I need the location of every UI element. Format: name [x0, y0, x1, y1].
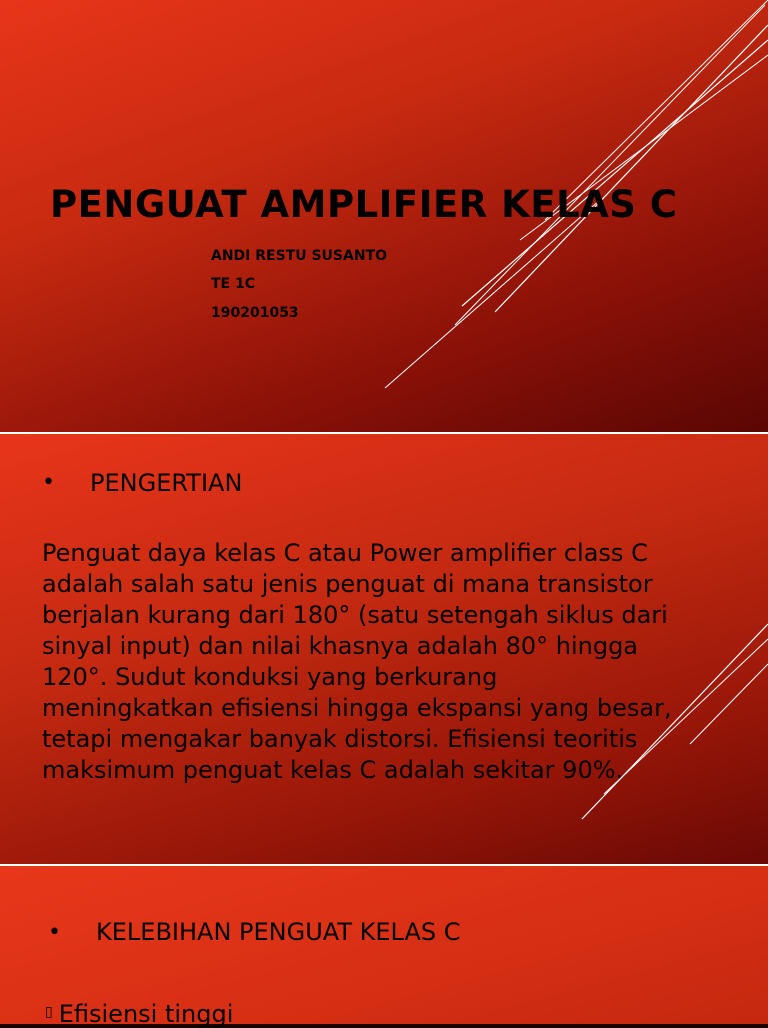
square-bullet-icon: ▯: [45, 1004, 53, 1020]
author-name: ANDI RESTU SUSANTO: [211, 248, 388, 264]
bullet-icon: •: [48, 920, 61, 945]
presentation-title: PENGUAT AMPLIFIER KELAS C: [50, 183, 678, 226]
paragraph-line: 120°. Sudut konduksi yang berkurang: [42, 663, 498, 691]
title-slide: [0, 0, 768, 432]
paragraph-line: meningkatkan efisiensi hingga ekspansi yang besar,: [42, 694, 672, 722]
paragraph-line: adalah salah satu jenis penguat di mana transistor: [42, 570, 653, 598]
advantage-text: Efisiensi tinggi: [58, 1000, 234, 1028]
class-label: TE 1C: [211, 276, 256, 292]
section-heading-pengertian: PENGERTIAN: [90, 469, 243, 497]
section-heading-kelebihan: KELEBIHAN PENGUAT KELAS C: [96, 918, 461, 946]
paragraph-line: berjalan kurang dari 180° (satu setengah siklus dari: [42, 601, 668, 629]
bullet-icon: •: [42, 470, 55, 495]
paragraph-line: tetapi mengakar banyak distorsi. Efisiensi teoritis: [42, 725, 638, 753]
student-id: 190201053: [211, 305, 299, 321]
paragraph-line: Penguat daya kelas C atau Power amplifier class C: [42, 539, 648, 567]
paragraph-line: sinyal input) dan nilai khasnya adalah 80° hingga: [42, 632, 639, 660]
paragraph-line: maksimum penguat kelas C adalah sekitar 90%.: [42, 756, 624, 784]
definition-paragraph: [42, 538, 742, 786]
